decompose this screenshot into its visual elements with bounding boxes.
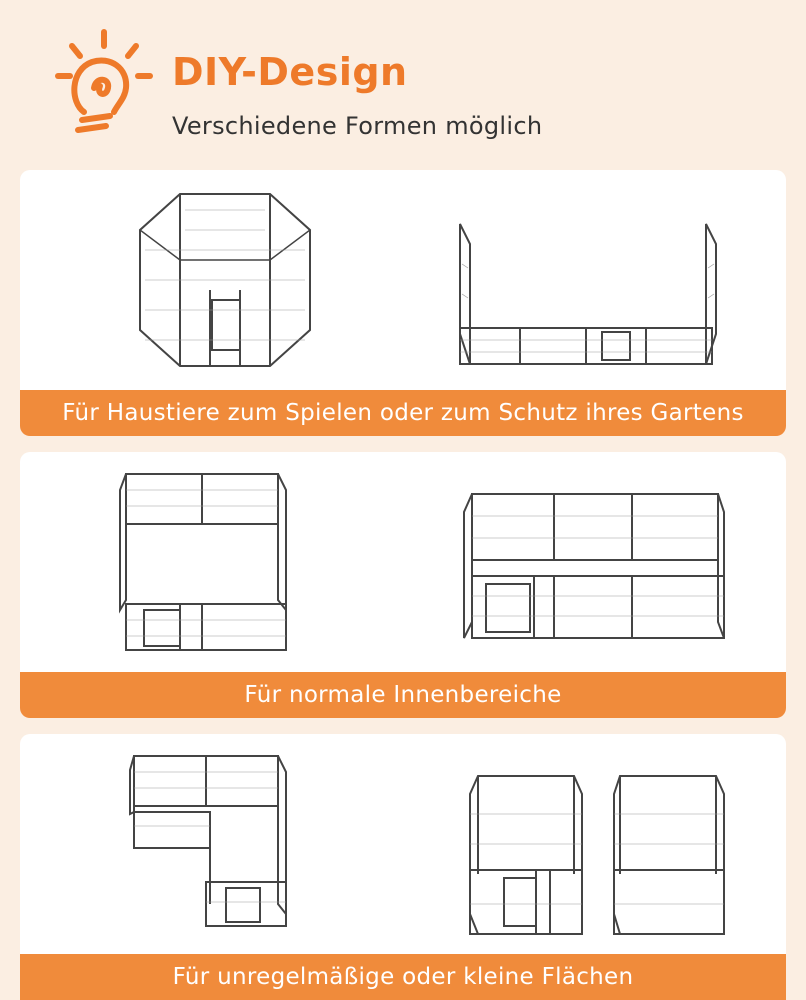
panel-caption: Für unregelmäßige oder kleine Flächen	[20, 954, 786, 1000]
octagon-pen-illustration	[120, 190, 330, 390]
lightbulb-icon	[52, 28, 156, 140]
square-pen-illustration	[120, 470, 292, 654]
panel-indoor	[20, 452, 786, 718]
panel-irregular	[20, 734, 786, 1000]
u-shape-pen-illustration	[456, 224, 720, 368]
panel-caption: Für Haustiere zum Spielen oder zum Schutz ihres Gartens	[20, 390, 786, 436]
l-shape-pen-illustration	[130, 754, 310, 930]
page-title: DIY-Design	[172, 50, 408, 94]
panel-caption: Für normale Innenbereiche	[20, 672, 786, 718]
header	[0, 0, 806, 168]
small-box-pen-pair-illustration	[470, 774, 752, 944]
rectangle-pen-illustration	[464, 492, 726, 642]
page-subtitle: Verschiedene Formen möglich	[172, 112, 543, 140]
panel-garden	[20, 170, 786, 436]
